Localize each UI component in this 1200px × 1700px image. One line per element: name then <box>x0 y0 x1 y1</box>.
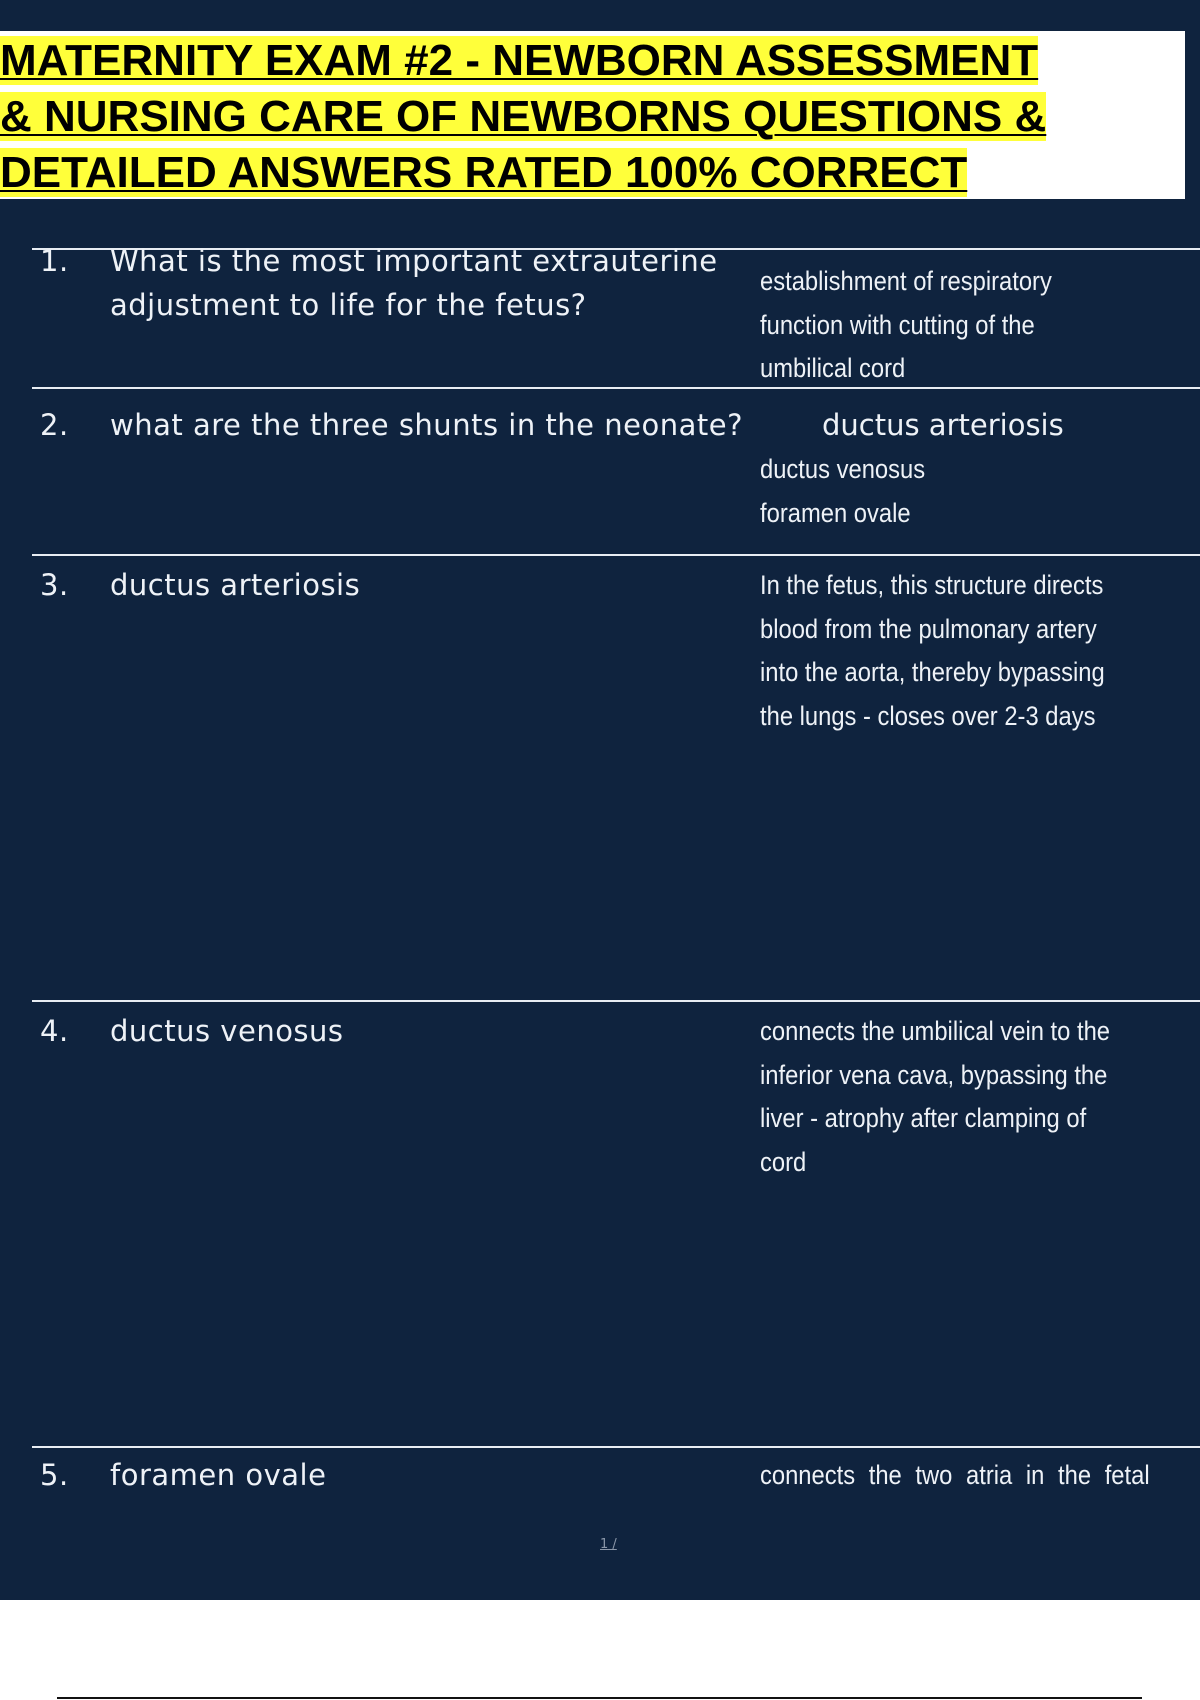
question-number: 1. <box>40 244 69 278</box>
question-number: 2. <box>40 408 69 442</box>
document-title <box>0 33 1185 201</box>
question-text: ductus venosus <box>110 1014 344 1048</box>
row-divider <box>32 387 1200 389</box>
row-divider <box>32 554 1200 556</box>
answer-text: ductus arteriosis <box>822 408 1064 442</box>
title-line-2: & NURSING CARE OF NEWBORNS QUESTIONS & <box>0 92 1047 141</box>
answer-text: In the fetus, this structure directs blood from the pulmonary artery into the aorta, thereby bypassing the lungs - closes over 2-3 days <box>760 570 1105 731</box>
answer-text: connects the umbilical vein to the inferior vena cava, bypassing the liver - atrophy after clamping of cord <box>760 1016 1111 1177</box>
row-divider <box>32 1446 1200 1448</box>
question-text: What is the most important extrauterine adjustment to life for the fetus? <box>110 244 718 322</box>
question-text: what are the three shunts in the neonate? <box>110 408 743 442</box>
page-footer-rule <box>57 1697 1142 1699</box>
title-line-3: DETAILED ANSWERS RATED 100% CORRECT <box>0 148 968 197</box>
question-number: 4. <box>40 1014 69 1048</box>
answer-text: connects the two atria in the fetal <box>760 1460 1150 1490</box>
title-line-1: MATERNITY EXAM #2 - NEWBORN ASSESSMENT <box>0 36 1039 85</box>
question-text: foramen ovale <box>110 1458 327 1492</box>
row-divider <box>32 1000 1200 1002</box>
answer-text: establishment of respiratory function with cutting of the umbilical cord <box>760 266 1052 383</box>
question-number: 5. <box>40 1458 69 1492</box>
question-number: 3. <box>40 568 69 602</box>
answer-text: ductus venosus foramen ovale <box>760 454 926 528</box>
page-number: 1 / <box>600 1537 617 1552</box>
question-text: ductus arteriosis <box>110 568 361 602</box>
